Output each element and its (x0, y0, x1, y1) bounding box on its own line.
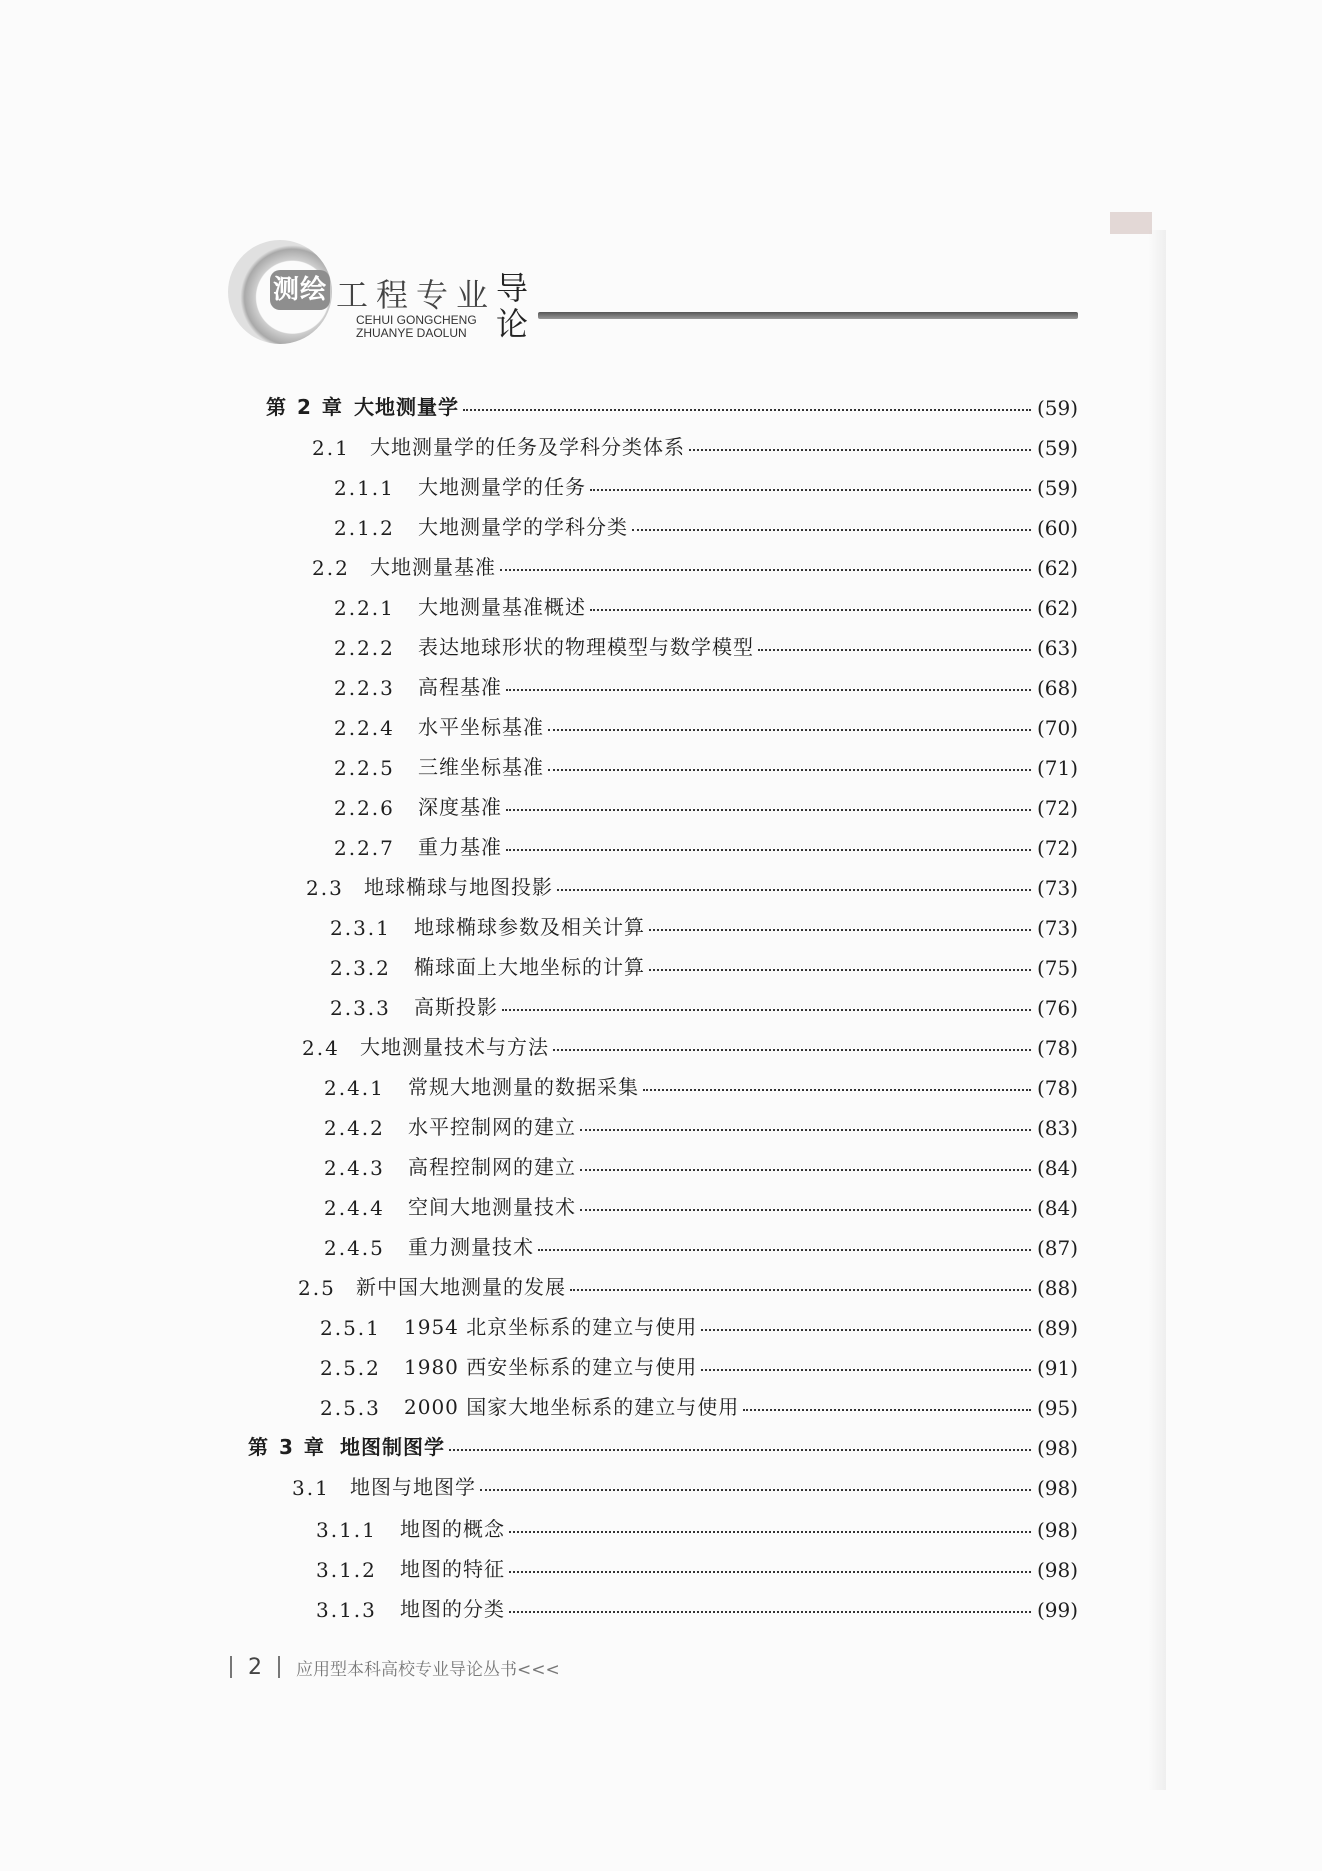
toc-entry-title: 大地测量基准概述 (418, 595, 586, 619)
toc-leader-dots (649, 968, 1031, 971)
toc-entry-page: (88) (1036, 1276, 1078, 1300)
footer-divider (230, 1656, 232, 1678)
toc-entry (334, 626, 1078, 660)
toc-leader-dots (632, 528, 1031, 531)
toc-entry (324, 1066, 1078, 1100)
toc-entry (316, 1588, 1078, 1622)
toc-entry-title: 空间大地测量技术 (408, 1195, 576, 1219)
toc-entry-number: 2.2.7 (334, 836, 395, 860)
toc-entry-number: 2.4.4 (324, 1196, 385, 1220)
page-edge-shadow (1148, 230, 1166, 1790)
toc-entry-title: 新中国大地测量的发展 (356, 1275, 566, 1299)
toc-entry-number: 2.2.4 (334, 716, 395, 740)
toc-entry-number: 2.2.5 (334, 756, 395, 780)
page-edge-mark (1110, 212, 1152, 234)
toc-entry-number: 2.2.1 (334, 596, 395, 620)
toc-entry (334, 786, 1078, 820)
toc-entry-title: 水平坐标基准 (418, 715, 544, 739)
toc-entry-title: 深度基准 (418, 795, 502, 819)
toc-leader-dots (506, 688, 1031, 691)
toc-entry (312, 546, 1078, 580)
toc-entry-page: (72) (1036, 836, 1078, 860)
book-title-dao: 导 (496, 269, 529, 307)
toc-entry (324, 1226, 1078, 1260)
toc-leader-dots (538, 1248, 1031, 1251)
toc-entry (324, 1106, 1078, 1140)
toc-entry-title: 水平控制网的建立 (408, 1115, 576, 1139)
toc-entry-title: 三维坐标基准 (418, 755, 544, 779)
header-rule (538, 312, 1078, 319)
toc-entry (334, 746, 1078, 780)
toc-entry-number: 2.1.1 (334, 476, 395, 500)
toc-entry-title: 1980 西安坐标系的建立与使用 (404, 1355, 698, 1379)
toc-entry-number: 3.1.1 (316, 1518, 377, 1542)
toc-entry (302, 1026, 1078, 1060)
book-title-lun: 论 (496, 305, 529, 343)
toc-leader-dots (502, 1008, 1031, 1011)
toc-entry (292, 1466, 1078, 1500)
toc-leader-dots (689, 448, 1031, 451)
toc-entry-title: 1954 北京坐标系的建立与使用 (404, 1315, 698, 1339)
page-footer (230, 1652, 560, 1682)
toc-leader-dots (701, 1368, 1031, 1371)
toc-entry-number: 3.1.3 (316, 1598, 377, 1622)
toc-entry-title: 椭球面上大地坐标的计算 (414, 955, 645, 979)
toc-entry-page: (78) (1036, 1036, 1078, 1060)
toc-leader-dots (506, 808, 1031, 811)
toc-entry-number: 2.3 (306, 876, 344, 900)
toc-entry-number: 2.1.2 (334, 516, 395, 540)
toc-entry-title: 2000 国家大地坐标系的建立与使用 (404, 1395, 740, 1419)
toc-entry-number: 2.2.6 (334, 796, 395, 820)
toc-entry-number: 2.4.5 (324, 1236, 385, 1260)
toc-entry-number: 2.3.3 (330, 996, 391, 1020)
toc-entry-page: (73) (1036, 916, 1078, 940)
toc-entry-page: (71) (1036, 756, 1078, 780)
toc-leader-dots (553, 1048, 1031, 1051)
toc-entry-number: 3.1 (292, 1476, 330, 1500)
toc-entry-number: 2.3.2 (330, 956, 391, 980)
toc-entry-number: 第 3 章 (248, 1435, 326, 1459)
toc-entry-page: (83) (1036, 1116, 1078, 1140)
toc-entry (320, 1386, 1078, 1420)
toc-entry-title: 高程控制网的建立 (408, 1155, 576, 1179)
toc-leader-dots (509, 1610, 1031, 1613)
toc-leader-dots (500, 568, 1031, 571)
toc-leader-dots (548, 728, 1031, 731)
toc-entry-page: (98) (1036, 1558, 1078, 1582)
toc-entry-page: (75) (1036, 956, 1078, 980)
toc-entry (330, 906, 1078, 940)
toc-entry (324, 1186, 1078, 1220)
toc-leader-dots (509, 1530, 1031, 1533)
toc-entry-page: (59) (1036, 396, 1078, 420)
toc-entry-number: 2.1 (312, 436, 350, 460)
toc-entry-title: 表达地球形状的物理模型与数学模型 (418, 635, 754, 659)
logo-badge: 测绘 (270, 270, 330, 310)
toc-entry-title: 高程基准 (418, 675, 502, 699)
toc-entry-page: (99) (1036, 1598, 1078, 1622)
toc-leader-dots (743, 1408, 1031, 1411)
toc-entry (334, 506, 1078, 540)
toc-entry-number: 2.2.3 (334, 676, 395, 700)
toc-entry-number: 2.4.2 (324, 1116, 385, 1140)
toc-entry-page: (62) (1036, 556, 1078, 580)
toc-leader-dots (480, 1488, 1031, 1491)
book-title-pinyin (356, 314, 477, 340)
toc-entry-number: 第 2 章 (266, 395, 344, 419)
toc-entry-number: 2.4 (302, 1036, 340, 1060)
toc-entry-title: 高斯投影 (414, 995, 498, 1019)
toc-entry (298, 1266, 1078, 1300)
toc-entry (334, 466, 1078, 500)
toc-leader-dots (557, 888, 1031, 891)
footer-divider (278, 1656, 280, 1678)
toc-entry-page: (63) (1036, 636, 1078, 660)
toc-entry-title: 重力基准 (418, 835, 502, 859)
toc-entry-page: (95) (1036, 1396, 1078, 1420)
toc-entry-number: 2.4.1 (324, 1076, 385, 1100)
page-number: 2 (248, 1654, 262, 1680)
toc-entry (316, 1548, 1078, 1582)
toc-entry-number: 2.5 (298, 1276, 336, 1300)
toc-entry (312, 426, 1078, 460)
toc-entry-page: (73) (1036, 876, 1078, 900)
toc-entry (334, 666, 1078, 700)
toc-leader-dots (701, 1328, 1031, 1331)
toc-leader-dots (590, 608, 1031, 611)
toc-entry-title: 地图的概念 (400, 1517, 505, 1541)
toc-entry (334, 826, 1078, 860)
toc-leader-dots (509, 1570, 1031, 1573)
toc-leader-dots (758, 648, 1031, 651)
toc-entry-title: 大地测量学的任务及学科分类体系 (370, 435, 685, 459)
toc-entry-title: 大地测量学的学科分类 (418, 515, 628, 539)
book-title: 工程专业 (336, 276, 497, 314)
toc-leader-dots (580, 1208, 1031, 1211)
toc-entry-title: 重力测量技术 (408, 1235, 534, 1259)
toc-entry-page: (76) (1036, 996, 1078, 1020)
toc-leader-dots (580, 1128, 1031, 1131)
toc-entry (320, 1346, 1078, 1380)
toc-entry-number: 2.2.2 (334, 636, 395, 660)
toc-entry-page: (68) (1036, 676, 1078, 700)
toc-entry-title: 地球椭球与地图投影 (364, 875, 553, 899)
toc-entry-number: 3.1.2 (316, 1558, 377, 1582)
toc-entry-page: (89) (1036, 1316, 1078, 1340)
toc-entry-number: 2.3.1 (330, 916, 391, 940)
toc-entry-number: 2.4.3 (324, 1156, 385, 1180)
toc-entry (316, 1508, 1078, 1542)
toc-entry-number: 2.2 (312, 556, 350, 580)
toc-entry-number: 2.5.1 (320, 1316, 381, 1340)
toc-entry-page: (91) (1036, 1356, 1078, 1380)
toc-entry-page: (98) (1036, 1476, 1078, 1500)
toc-entry-title: 大地测量技术与方法 (360, 1035, 549, 1059)
toc-entry-title: 大地测量基准 (370, 555, 496, 579)
toc-entry-title: 地图的特征 (400, 1557, 505, 1581)
toc-entry-page: (84) (1036, 1156, 1078, 1180)
toc-entry-title: 大地测量学的任务 (418, 475, 586, 499)
toc-entry-title: 地图与地图学 (350, 1475, 476, 1499)
running-header (228, 240, 1088, 350)
toc-leader-dots (643, 1088, 1031, 1091)
toc-entry (334, 706, 1078, 740)
toc-entry-number: 2.5.2 (320, 1356, 381, 1380)
toc-leader-dots (449, 1448, 1031, 1451)
toc-entry-page: (59) (1036, 476, 1078, 500)
toc-entry-title: 地图的分类 (400, 1597, 505, 1621)
toc-entry-page: (98) (1036, 1518, 1078, 1542)
toc-entry-title: 地球椭球参数及相关计算 (414, 915, 645, 939)
pinyin-line-1: CEHUI GONGCHENG (356, 313, 477, 327)
toc-entry (320, 1306, 1078, 1340)
toc-entry-number: 2.5.3 (320, 1396, 381, 1420)
toc-leader-dots (649, 928, 1031, 931)
toc-leader-dots (590, 488, 1031, 491)
toc-entry (266, 386, 1078, 420)
toc-entry (330, 946, 1078, 980)
toc-entry (334, 586, 1078, 620)
toc-leader-dots (570, 1288, 1031, 1291)
toc-entry (324, 1146, 1078, 1180)
toc-entry-page: (78) (1036, 1076, 1078, 1100)
toc-entry-title: 大地测量学 (354, 395, 459, 419)
toc-entry-page: (98) (1036, 1436, 1078, 1460)
toc-leader-dots (580, 1168, 1031, 1171)
toc-entry-page: (87) (1036, 1236, 1078, 1260)
book-series-title: 应用型本科高校专业导论丛书<<< (296, 1659, 560, 1680)
toc-entry (306, 866, 1078, 900)
toc-entry-page: (84) (1036, 1196, 1078, 1220)
pinyin-line-2: ZHUANYE DAOLUN (356, 326, 467, 340)
toc-entry-page: (72) (1036, 796, 1078, 820)
toc-entry-page: (59) (1036, 436, 1078, 460)
toc-entry-title: 地图制图学 (340, 1435, 445, 1459)
toc-entry-title: 常规大地测量的数据采集 (408, 1075, 639, 1099)
toc-entry-page: (70) (1036, 716, 1078, 740)
toc-entry-page: (62) (1036, 596, 1078, 620)
toc-leader-dots (506, 848, 1031, 851)
toc-leader-dots (548, 768, 1031, 771)
toc-entry (330, 986, 1078, 1020)
toc-leader-dots (463, 408, 1031, 411)
toc-entry (248, 1426, 1078, 1460)
toc-entry-page: (60) (1036, 516, 1078, 540)
